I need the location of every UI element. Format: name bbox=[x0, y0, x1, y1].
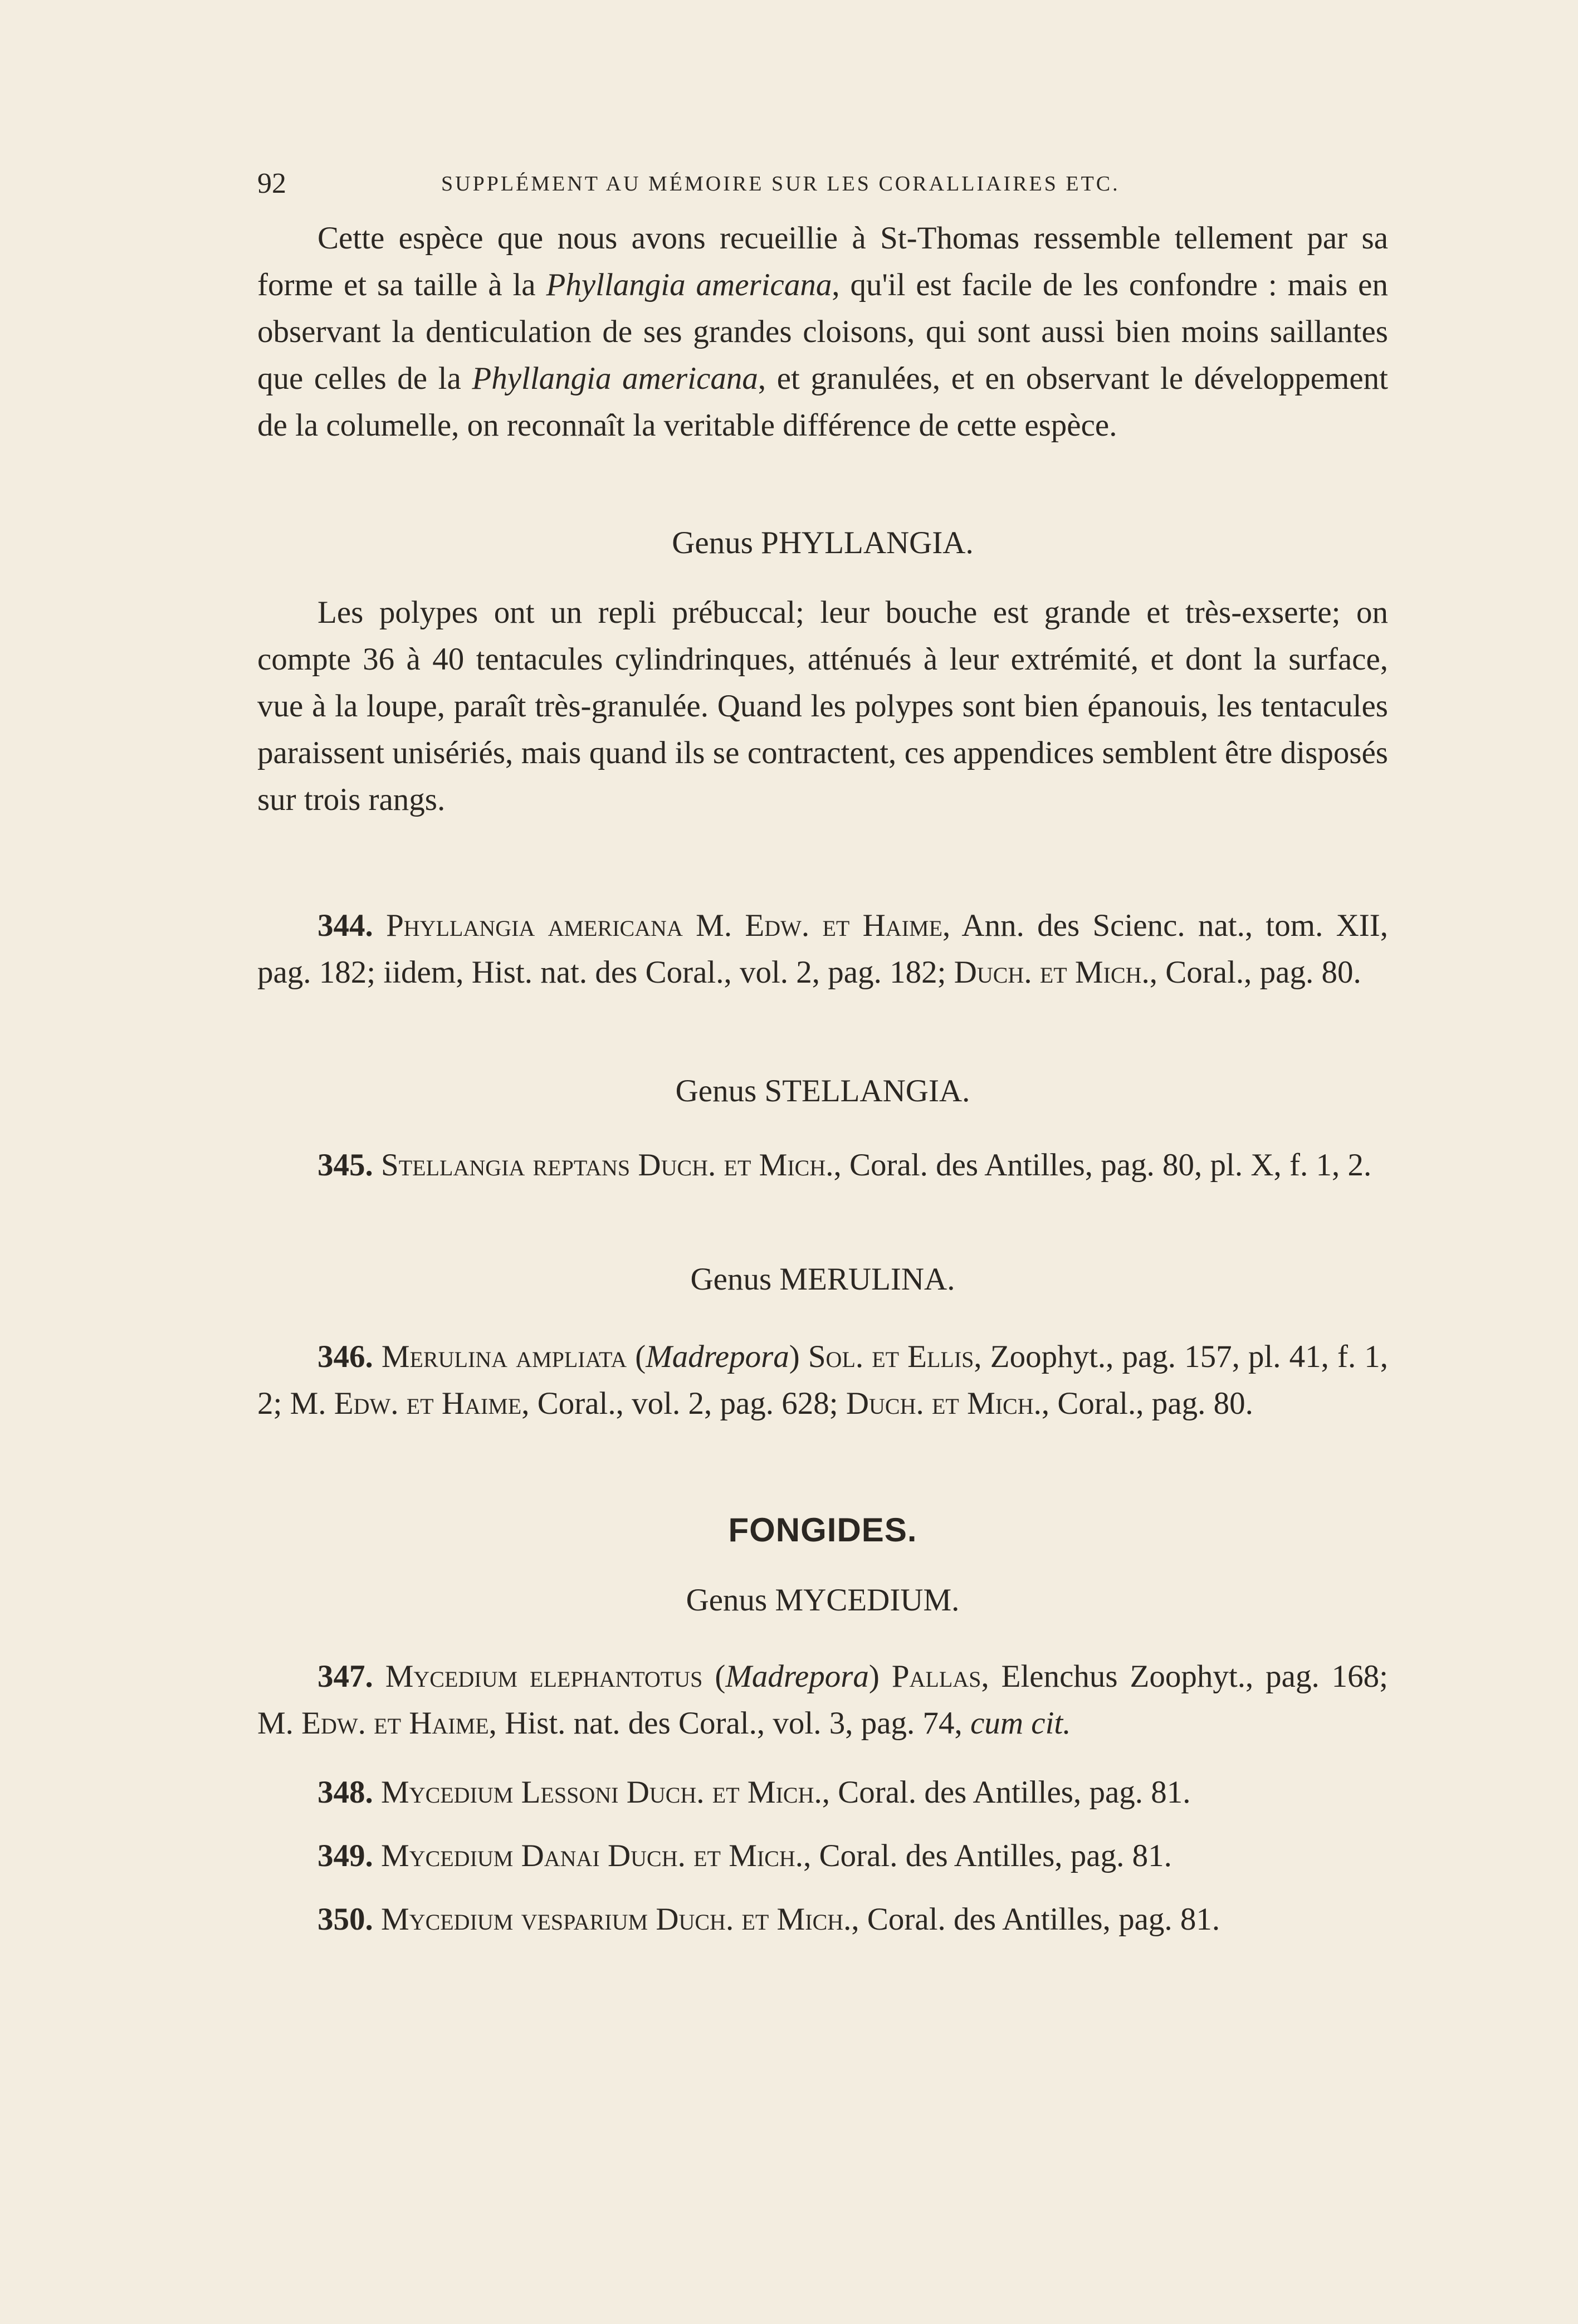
original-genus: Madrepora bbox=[725, 1659, 869, 1694]
species-name: Mycedium vesparium bbox=[381, 1902, 648, 1937]
entry-reference: , Coral. des Antilles, pag. 80, pl. X, f. 1, 2. bbox=[833, 1148, 1372, 1183]
family-fongides-heading: FONGIDES. bbox=[728, 1511, 917, 1549]
entry-346: 346. Merulina ampliata (Madrepora) Sol. et Ellis, Zoophyt., pag. 157, pl. 41, f. 1, 2; M. Edw. et Haime, Coral., vol. 2, pag. 628; Duch. et Mich., Coral., pag. 80. bbox=[257, 1339, 1389, 1421]
species-name: Merulina ampliata bbox=[381, 1339, 627, 1374]
intro-species-1: Phyllangia americana bbox=[546, 267, 832, 302]
entry-reference-2: , Coral., vol. 2, pag. 628; bbox=[521, 1386, 846, 1421]
intro-text-1: Cette espèce que nous avons recueillie à St-Thomas ressemble tellement par sa forme et sa taille à la bbox=[257, 221, 1388, 302]
intro-paragraph bbox=[257, 215, 1388, 449]
species-name: Mycedium Lessoni bbox=[381, 1775, 619, 1810]
species-authors: Pallas bbox=[891, 1659, 981, 1694]
entry-348 bbox=[257, 1769, 1388, 1816]
entry-number: 344. bbox=[317, 908, 373, 943]
entry-number: 346. bbox=[317, 1339, 373, 1374]
entry-reference-authors: M. Edw. et Haime bbox=[290, 1386, 522, 1421]
species-authors: M. Edw. et Haime bbox=[696, 908, 942, 943]
species-name: Phyllangia americana bbox=[386, 908, 683, 943]
page-header bbox=[257, 167, 1394, 201]
entry-reference-authors-2: Duch. et Mich. bbox=[846, 1386, 1042, 1421]
entry-350 bbox=[257, 1896, 1388, 1943]
entry-number: 347. bbox=[317, 1659, 373, 1694]
genus-phyllangia-heading: Genus PHYLLANGIA. bbox=[672, 525, 974, 560]
species-authors: Duch. et Mich. bbox=[638, 1148, 834, 1183]
entry-349 bbox=[257, 1833, 1388, 1879]
species-authors: Duch. et Mich. bbox=[656, 1902, 852, 1937]
intro-species-2: Phyllangia americana bbox=[472, 361, 758, 396]
entry-reference: , Coral. des Antilles, pag. 81. bbox=[822, 1775, 1191, 1810]
entry-reference: , Ann. des Scienc. nat., tom. XII, pag. 182; iidem, Hist. nat. des Coral., vol. 2, pag. 182; bbox=[257, 908, 1389, 990]
entry-347: 347. Mycedium elephantotus (Madrepora) Pallas, Elenchus Zoophyt., pag. 168; M. Edw. et Haime, Hist. nat. des Coral., vol. 3, pag. 74, cum cit. bbox=[257, 1659, 1389, 1741]
entry-reference-authors: Duch. et Mich. bbox=[954, 955, 1150, 990]
page-number: 92 bbox=[257, 168, 286, 199]
genus-stellangia-heading: Genus STELLANGIA. bbox=[675, 1073, 970, 1109]
species-authors: Duch. et Mich. bbox=[608, 1838, 804, 1873]
entry-reference: , Coral. des Antilles, pag. 81. bbox=[803, 1838, 1172, 1873]
species-authors: Duch. et Mich. bbox=[626, 1775, 822, 1810]
intro-text-3: , et granulées, et en observant le développement de la columelle, on reconnaît la veritable différence de cette espèce. bbox=[257, 361, 1388, 443]
genus-mycedium-heading: Genus MYCEDIUM. bbox=[686, 1583, 960, 1618]
polyp-description-paragraph: Les polypes ont un repli prébuccal; leur bouche est grande et très-exserte; on compte 36 à 40 tentacules cylindrinques, atténués à leur extrémité, et dont la surface, vue à la loupe, paraît très-granulée. Quand les polypes sont bien épanouis, les tentacules paraissent unisériés, mais quand ils se contractent, ces appendices semblent être disposés sur trois rangs. bbox=[257, 595, 1388, 817]
species-name: Stellangia reptans bbox=[381, 1148, 631, 1183]
entry-reference: , Elenchus Zoophyt., pag. 168; bbox=[981, 1659, 1389, 1694]
entry-number: 349. bbox=[317, 1838, 373, 1873]
original-genus: Madrepora bbox=[646, 1339, 789, 1374]
entry-345 bbox=[257, 1142, 1388, 1189]
intro-text-2: , qu'il est facile de les confondre : mais en observant la denticulation de ses grandes cloisons, qui sont aussi bien moins saillantes que celles de la bbox=[257, 267, 1388, 396]
entry-344 bbox=[257, 902, 1388, 996]
entry-number: 348. bbox=[317, 1775, 373, 1810]
species-name: Mycedium elephantotus bbox=[385, 1659, 703, 1694]
species-authors: Sol. et Ellis bbox=[808, 1339, 974, 1374]
entry-reference-2: , Hist. nat. des Coral., vol. 3, pag. 74, bbox=[488, 1706, 971, 1741]
entry-reference-tail: , Coral., pag. 80. bbox=[1041, 1386, 1253, 1421]
entry-number: 350. bbox=[317, 1902, 373, 1937]
species-name: Mycedium Danai bbox=[381, 1838, 600, 1873]
entry-reference-authors: M. Edw. et Haime bbox=[257, 1706, 489, 1741]
cum-cit: cum cit. bbox=[970, 1706, 1071, 1741]
entry-reference-tail: , Coral., pag. 80. bbox=[1149, 955, 1361, 990]
entry-reference: , Coral. des Antilles, pag. 81. bbox=[851, 1902, 1220, 1937]
genus-merulina-heading: Genus MERULINA. bbox=[690, 1262, 955, 1297]
running-title: SUPPLÉMENT AU MÉMOIRE SUR LES CORALLIAIRES ETC. bbox=[441, 172, 1120, 196]
entry-reference: , Zoophyt., pag. 157, pl. 41, f. 1, 2; bbox=[257, 1339, 1389, 1421]
entry-number: 345. bbox=[317, 1148, 373, 1183]
